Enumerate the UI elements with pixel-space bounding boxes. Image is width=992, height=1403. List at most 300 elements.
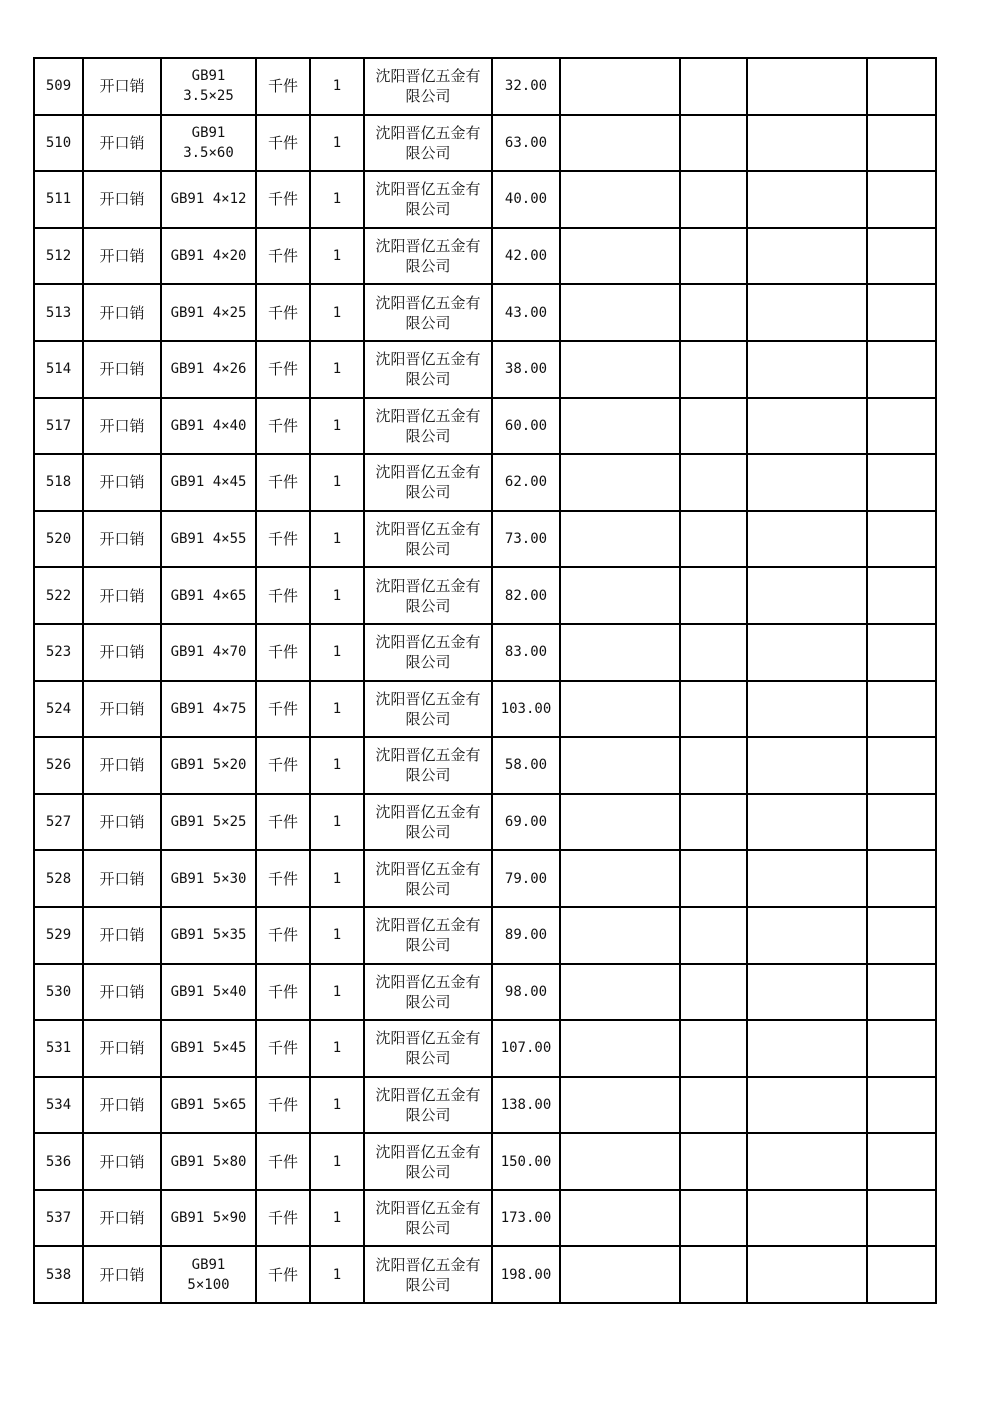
spec-cell (161, 228, 256, 285)
spec-cell-line: GB91 4×45 (170, 474, 247, 491)
empty-cell (747, 1133, 867, 1190)
supplier-cell (364, 794, 492, 851)
supplier-cell (364, 907, 492, 964)
spec-cell (161, 1246, 256, 1303)
spec-cell-line: GB91 5×80 (170, 1153, 247, 1170)
unit-cell: 千件 (256, 454, 310, 511)
spec-cell (161, 794, 256, 851)
quantity-cell: 1 (310, 171, 364, 228)
quantity-cell: 1 (310, 228, 364, 285)
empty-cell (747, 511, 867, 568)
price-cell: 173.00 (492, 1190, 560, 1247)
table-row (34, 171, 936, 228)
empty-cell (867, 624, 936, 681)
price-cell: 150.00 (492, 1133, 560, 1190)
unit-cell: 千件 (256, 1077, 310, 1134)
empty-cell (747, 454, 867, 511)
quantity-cell: 1 (310, 341, 364, 398)
price-cell: 40.00 (492, 171, 560, 228)
unit-cell: 千件 (256, 850, 310, 907)
empty-cell (747, 1246, 867, 1303)
empty-cell (560, 115, 680, 172)
spec-cell-line: GB91 (191, 68, 226, 85)
empty-cell (560, 1020, 680, 1077)
spec-cell-line: GB91 4×65 (170, 587, 247, 604)
spec-cell-line: GB91 4×12 (170, 191, 247, 208)
spec-cell-line: GB91 (191, 1256, 226, 1273)
spec-cell (161, 681, 256, 738)
supplier-cell-line: 限公司 (405, 1105, 451, 1124)
empty-cell (747, 964, 867, 1021)
empty-cell (747, 907, 867, 964)
empty-cell (680, 1133, 747, 1190)
unit-cell: 千件 (256, 511, 310, 568)
item-number-cell: 510 (34, 115, 83, 172)
supplier-cell-line: 沈阳晋亿五金有 (375, 180, 481, 199)
quantity-cell: 1 (310, 1133, 364, 1190)
supplier-cell (364, 228, 492, 285)
unit-cell: 千件 (256, 907, 310, 964)
price-table (33, 57, 937, 1304)
table-row (34, 850, 936, 907)
empty-cell (747, 1020, 867, 1077)
unit-cell: 千件 (256, 681, 310, 738)
empty-cell (867, 58, 936, 115)
supplier-cell (364, 737, 492, 794)
item-number-cell: 531 (34, 1020, 83, 1077)
empty-cell (680, 907, 747, 964)
supplier-cell-line: 限公司 (405, 370, 451, 389)
table-row (34, 284, 936, 341)
empty-cell (680, 284, 747, 341)
empty-cell (560, 964, 680, 1021)
supplier-cell (364, 624, 492, 681)
item-name-cell: 开口销 (83, 681, 161, 738)
supplier-cell-line: 沈阳晋亿五金有 (375, 520, 481, 539)
unit-cell: 千件 (256, 171, 310, 228)
empty-cell (867, 964, 936, 1021)
item-number-cell: 537 (34, 1190, 83, 1247)
price-cell: 73.00 (492, 511, 560, 568)
item-name-cell: 开口销 (83, 398, 161, 455)
supplier-cell-line: 限公司 (405, 936, 451, 955)
price-cell: 83.00 (492, 624, 560, 681)
unit-cell: 千件 (256, 1190, 310, 1247)
empty-cell (680, 681, 747, 738)
supplier-cell-line: 限公司 (405, 483, 451, 502)
supplier-cell (364, 398, 492, 455)
item-number-cell: 520 (34, 511, 83, 568)
quantity-cell: 1 (310, 1190, 364, 1247)
supplier-cell (364, 511, 492, 568)
item-name-cell: 开口销 (83, 850, 161, 907)
supplier-cell-line: 限公司 (405, 653, 451, 672)
price-cell: 89.00 (492, 907, 560, 964)
empty-cell (867, 228, 936, 285)
unit-cell: 千件 (256, 341, 310, 398)
table-row (34, 228, 936, 285)
spec-cell (161, 964, 256, 1021)
quantity-cell: 1 (310, 58, 364, 115)
empty-cell (867, 794, 936, 851)
spec-cell (161, 58, 256, 115)
item-number-cell: 514 (34, 341, 83, 398)
supplier-cell (364, 115, 492, 172)
unit-cell: 千件 (256, 737, 310, 794)
supplier-cell-line: 沈阳晋亿五金有 (375, 350, 481, 369)
table-row (34, 115, 936, 172)
empty-cell (560, 398, 680, 455)
supplier-cell-line: 限公司 (405, 823, 451, 842)
empty-cell (867, 171, 936, 228)
item-number-cell: 518 (34, 454, 83, 511)
supplier-cell-line: 限公司 (405, 257, 451, 276)
table-row (34, 1077, 936, 1134)
supplier-cell-line: 限公司 (405, 596, 451, 615)
item-name-cell: 开口销 (83, 567, 161, 624)
spec-cell (161, 624, 256, 681)
supplier-cell-line: 沈阳晋亿五金有 (375, 123, 481, 142)
supplier-cell (364, 567, 492, 624)
item-number-cell: 523 (34, 624, 83, 681)
empty-cell (680, 737, 747, 794)
supplier-cell-line: 沈阳晋亿五金有 (375, 746, 481, 765)
spec-cell (161, 1020, 256, 1077)
spec-cell-line: GB91 4×75 (170, 700, 247, 717)
quantity-cell: 1 (310, 511, 364, 568)
empty-cell (747, 58, 867, 115)
price-cell: 138.00 (492, 1077, 560, 1134)
empty-cell (560, 850, 680, 907)
empty-cell (680, 171, 747, 228)
item-name-cell: 开口销 (83, 624, 161, 681)
quantity-cell: 1 (310, 737, 364, 794)
price-cell: 43.00 (492, 284, 560, 341)
empty-cell (680, 1020, 747, 1077)
empty-cell (560, 907, 680, 964)
empty-cell (747, 398, 867, 455)
empty-cell (747, 115, 867, 172)
supplier-cell-line: 限公司 (405, 1275, 451, 1294)
supplier-cell (364, 171, 492, 228)
supplier-cell (364, 681, 492, 738)
empty-cell (867, 511, 936, 568)
empty-cell (867, 341, 936, 398)
empty-cell (867, 567, 936, 624)
item-number-cell: 522 (34, 567, 83, 624)
price-cell: 98.00 (492, 964, 560, 1021)
spec-cell (161, 1190, 256, 1247)
empty-cell (680, 964, 747, 1021)
empty-cell (560, 1077, 680, 1134)
price-cell: 82.00 (492, 567, 560, 624)
spec-cell (161, 1077, 256, 1134)
spec-cell (161, 171, 256, 228)
table-row (34, 1020, 936, 1077)
item-name-cell: 开口销 (83, 794, 161, 851)
empty-cell (747, 737, 867, 794)
spec-cell (161, 907, 256, 964)
supplier-cell (364, 850, 492, 907)
quantity-cell: 1 (310, 1246, 364, 1303)
item-name-cell: 开口销 (83, 907, 161, 964)
spec-cell-line: GB91 (191, 124, 226, 141)
empty-cell (680, 115, 747, 172)
empty-cell (680, 794, 747, 851)
empty-cell (680, 398, 747, 455)
price-cell: 79.00 (492, 850, 560, 907)
price-cell: 63.00 (492, 115, 560, 172)
supplier-cell-line: 限公司 (405, 143, 451, 162)
unit-cell: 千件 (256, 1020, 310, 1077)
unit-cell: 千件 (256, 794, 310, 851)
empty-cell (867, 681, 936, 738)
price-cell: 198.00 (492, 1246, 560, 1303)
quantity-cell: 1 (310, 284, 364, 341)
empty-cell (747, 228, 867, 285)
table-row (34, 624, 936, 681)
quantity-cell: 1 (310, 964, 364, 1021)
item-number-cell: 538 (34, 1246, 83, 1303)
supplier-cell (364, 1020, 492, 1077)
item-number-cell: 526 (34, 737, 83, 794)
empty-cell (747, 681, 867, 738)
spec-cell (161, 454, 256, 511)
empty-cell (560, 624, 680, 681)
empty-cell (867, 1077, 936, 1134)
empty-cell (560, 454, 680, 511)
supplier-cell-line: 限公司 (405, 87, 451, 106)
spec-cell-line: GB91 5×45 (170, 1040, 247, 1057)
supplier-cell-line: 沈阳晋亿五金有 (375, 1085, 481, 1104)
spec-cell (161, 567, 256, 624)
supplier-cell-line: 限公司 (405, 1049, 451, 1068)
supplier-cell-line: 沈阳晋亿五金有 (375, 972, 481, 991)
empty-cell (747, 1190, 867, 1247)
supplier-cell (364, 1133, 492, 1190)
supplier-cell-line: 限公司 (405, 426, 451, 445)
supplier-cell (364, 454, 492, 511)
quantity-cell: 1 (310, 398, 364, 455)
supplier-cell-line: 沈阳晋亿五金有 (375, 67, 481, 86)
supplier-cell (364, 58, 492, 115)
quantity-cell: 1 (310, 115, 364, 172)
spec-cell (161, 284, 256, 341)
empty-cell (560, 284, 680, 341)
spec-cell-line: GB91 4×55 (170, 531, 247, 548)
empty-cell (747, 1077, 867, 1134)
table-row (34, 964, 936, 1021)
empty-cell (867, 1246, 936, 1303)
unit-cell: 千件 (256, 567, 310, 624)
supplier-cell-line: 沈阳晋亿五金有 (375, 293, 481, 312)
empty-cell (867, 1020, 936, 1077)
supplier-cell-line: 沈阳晋亿五金有 (375, 1255, 481, 1274)
empty-cell (747, 794, 867, 851)
spec-cell-line: GB91 4×70 (170, 644, 247, 661)
empty-cell (680, 454, 747, 511)
price-cell: 107.00 (492, 1020, 560, 1077)
empty-cell (560, 681, 680, 738)
empty-cell (867, 454, 936, 511)
table-body (34, 58, 936, 1303)
spec-cell-line: GB91 4×40 (170, 417, 247, 434)
table-row (34, 737, 936, 794)
spec-cell-line: GB91 4×25 (170, 304, 247, 321)
unit-cell: 千件 (256, 228, 310, 285)
empty-cell (560, 228, 680, 285)
supplier-cell-line: 沈阳晋亿五金有 (375, 237, 481, 256)
spec-cell-line: GB91 5×90 (170, 1210, 247, 1227)
supplier-cell-line: 限公司 (405, 313, 451, 332)
empty-cell (680, 1246, 747, 1303)
item-number-cell: 529 (34, 907, 83, 964)
supplier-cell-line: 限公司 (405, 992, 451, 1011)
empty-cell (867, 115, 936, 172)
empty-cell (867, 850, 936, 907)
quantity-cell: 1 (310, 1020, 364, 1077)
empty-cell (867, 737, 936, 794)
supplier-cell-line: 沈阳晋亿五金有 (375, 1142, 481, 1161)
unit-cell: 千件 (256, 1133, 310, 1190)
supplier-cell (364, 1190, 492, 1247)
spec-cell-line: GB91 5×35 (170, 927, 247, 944)
table-row (34, 794, 936, 851)
supplier-cell-line: 沈阳晋亿五金有 (375, 576, 481, 595)
table-row (34, 511, 936, 568)
empty-cell (680, 228, 747, 285)
spec-cell-line: 5×100 (187, 1276, 230, 1293)
table-row (34, 58, 936, 115)
spec-cell (161, 850, 256, 907)
table-row (34, 341, 936, 398)
unit-cell: 千件 (256, 624, 310, 681)
price-cell: 32.00 (492, 58, 560, 115)
unit-cell: 千件 (256, 964, 310, 1021)
table-row (34, 567, 936, 624)
empty-cell (867, 1133, 936, 1190)
table-row (34, 1133, 936, 1190)
quantity-cell: 1 (310, 567, 364, 624)
empty-cell (867, 398, 936, 455)
empty-cell (747, 284, 867, 341)
spec-cell-line: GB91 5×30 (170, 870, 247, 887)
unit-cell: 千件 (256, 1246, 310, 1303)
empty-cell (867, 284, 936, 341)
quantity-cell: 1 (310, 1077, 364, 1134)
empty-cell (560, 58, 680, 115)
spec-cell-line: GB91 5×65 (170, 1096, 247, 1113)
item-name-cell: 开口销 (83, 454, 161, 511)
quantity-cell: 1 (310, 794, 364, 851)
item-name-cell: 开口销 (83, 341, 161, 398)
item-name-cell: 开口销 (83, 58, 161, 115)
price-cell: 60.00 (492, 398, 560, 455)
item-number-cell: 536 (34, 1133, 83, 1190)
item-name-cell: 开口销 (83, 115, 161, 172)
item-name-cell: 开口销 (83, 284, 161, 341)
spec-cell-line: GB91 4×26 (170, 361, 247, 378)
supplier-cell-line: 沈阳晋亿五金有 (375, 689, 481, 708)
supplier-cell-line: 沈阳晋亿五金有 (375, 803, 481, 822)
supplier-cell-line: 沈阳晋亿五金有 (375, 1199, 481, 1218)
quantity-cell: 1 (310, 624, 364, 681)
spec-cell-line: 3.5×25 (183, 88, 234, 105)
empty-cell (867, 1190, 936, 1247)
table-row (34, 1246, 936, 1303)
supplier-cell-line: 限公司 (405, 540, 451, 559)
price-cell: 58.00 (492, 737, 560, 794)
spec-cell (161, 115, 256, 172)
supplier-cell-line: 限公司 (405, 879, 451, 898)
empty-cell (680, 341, 747, 398)
empty-cell (560, 1246, 680, 1303)
empty-cell (560, 341, 680, 398)
empty-cell (680, 624, 747, 681)
item-name-cell: 开口销 (83, 964, 161, 1021)
supplier-cell-line: 沈阳晋亿五金有 (375, 859, 481, 878)
item-number-cell: 512 (34, 228, 83, 285)
item-number-cell: 534 (34, 1077, 83, 1134)
empty-cell (680, 58, 747, 115)
supplier-cell-line: 沈阳晋亿五金有 (375, 463, 481, 482)
quantity-cell: 1 (310, 850, 364, 907)
supplier-cell-line: 限公司 (405, 709, 451, 728)
empty-cell (560, 1190, 680, 1247)
table-row (34, 1190, 936, 1247)
spec-cell-line: GB91 5×40 (170, 983, 247, 1000)
spec-cell-line: GB91 5×20 (170, 757, 247, 774)
unit-cell: 千件 (256, 398, 310, 455)
supplier-cell-line: 沈阳晋亿五金有 (375, 1029, 481, 1048)
item-name-cell: 开口销 (83, 1077, 161, 1134)
table-row (34, 681, 936, 738)
spec-cell-line: GB91 5×25 (170, 814, 247, 831)
table-row (34, 454, 936, 511)
supplier-cell-line: 沈阳晋亿五金有 (375, 633, 481, 652)
empty-cell (560, 1133, 680, 1190)
empty-cell (680, 511, 747, 568)
item-number-cell: 517 (34, 398, 83, 455)
item-number-cell: 511 (34, 171, 83, 228)
empty-cell (680, 567, 747, 624)
price-cell: 103.00 (492, 681, 560, 738)
item-number-cell: 513 (34, 284, 83, 341)
table-row (34, 398, 936, 455)
item-name-cell: 开口销 (83, 171, 161, 228)
supplier-cell-line: 沈阳晋亿五金有 (375, 406, 481, 425)
supplier-cell-line: 限公司 (405, 1162, 451, 1181)
spec-cell (161, 398, 256, 455)
item-name-cell: 开口销 (83, 1133, 161, 1190)
spec-cell-line: 3.5×60 (183, 144, 234, 161)
item-name-cell: 开口销 (83, 228, 161, 285)
price-cell: 42.00 (492, 228, 560, 285)
table-row (34, 907, 936, 964)
item-number-cell: 509 (34, 58, 83, 115)
empty-cell (747, 171, 867, 228)
empty-cell (680, 1190, 747, 1247)
supplier-cell (364, 1246, 492, 1303)
spec-cell (161, 341, 256, 398)
unit-cell: 千件 (256, 115, 310, 172)
spec-cell-line: GB91 4×20 (170, 248, 247, 265)
supplier-cell-line: 限公司 (405, 766, 451, 785)
empty-cell (560, 794, 680, 851)
empty-cell (560, 737, 680, 794)
quantity-cell: 1 (310, 681, 364, 738)
empty-cell (747, 567, 867, 624)
